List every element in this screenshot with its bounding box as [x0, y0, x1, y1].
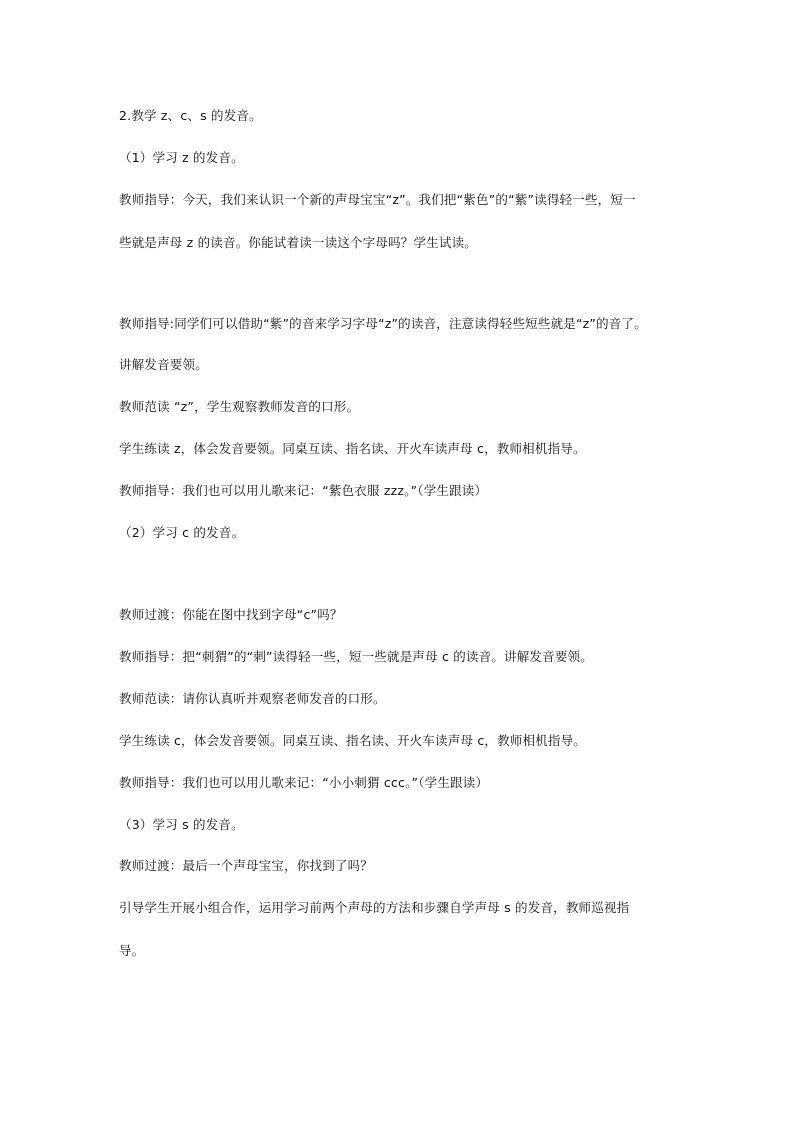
subsection-heading-c: （2）学习 c 的发音。 — [119, 525, 245, 540]
paragraph-line: 教师过渡：你能在图中找到字母“c”吗？ — [119, 607, 343, 622]
paragraph-line: 教师指导：我们也可以用儿歌来记：“紫色衣服 zzz。”（学生跟读） — [119, 483, 488, 498]
subsection-heading-z: （1）学习 z 的发音。 — [119, 150, 244, 165]
paragraph-line: 教师指导：把“刺猬”的“刺”读得轻一些，短一些就是声母 c 的读音。讲解发音要领。 — [119, 649, 593, 664]
paragraph-line: 教师范读 “z”，学生观察教师发音的口形。 — [119, 399, 360, 414]
paragraph-line: 教师指导:同学们可以借助“紫”的音来学习字母“z”的读音，注意读得轻些短些就是“z”的音了。 — [119, 316, 647, 331]
paragraph-line: 教师指导：我们也可以用儿歌来记：“小小刺猬 ccc。”（学生跟读） — [119, 775, 489, 790]
paragraph-line: 教师过渡：最后一个声母宝宝，你找到了吗？ — [119, 858, 374, 873]
subsection-heading-s: （3）学习 s 的发音。 — [119, 817, 244, 832]
paragraph-line: 学生练读 z，体会发音要领。同桌互读、指名读、开火车读声母 c，教师相机指导。 — [119, 441, 586, 456]
paragraph-line: 些就是声母 z 的读音。你能试着读一读这个字母吗？学生试读。 — [119, 235, 478, 250]
paragraph-line: 学生练读 c，体会发音要领。同桌互读、指名读、开火车读声母 c，教师相机指导。 — [119, 733, 586, 748]
paragraph-line: 讲解发音要领。 — [119, 357, 208, 372]
paragraph-line: 导。 — [119, 943, 145, 958]
paragraph-line: 引导学生开展小组合作，运用学习前两个声母的方法和步骤自学声母 s 的发音，教师巡视指 — [119, 900, 630, 915]
paragraph-line: 教师范读：请你认真听并观察老师发音的口形。 — [119, 691, 386, 706]
paragraph-line: 教师指导：今天，我们来认识一个新的声母宝宝“z”。我们把“紫色”的“紫”读得轻一些，短一 — [119, 192, 636, 207]
section-heading: 2.教学 z、c、s 的发音。 — [119, 108, 262, 123]
